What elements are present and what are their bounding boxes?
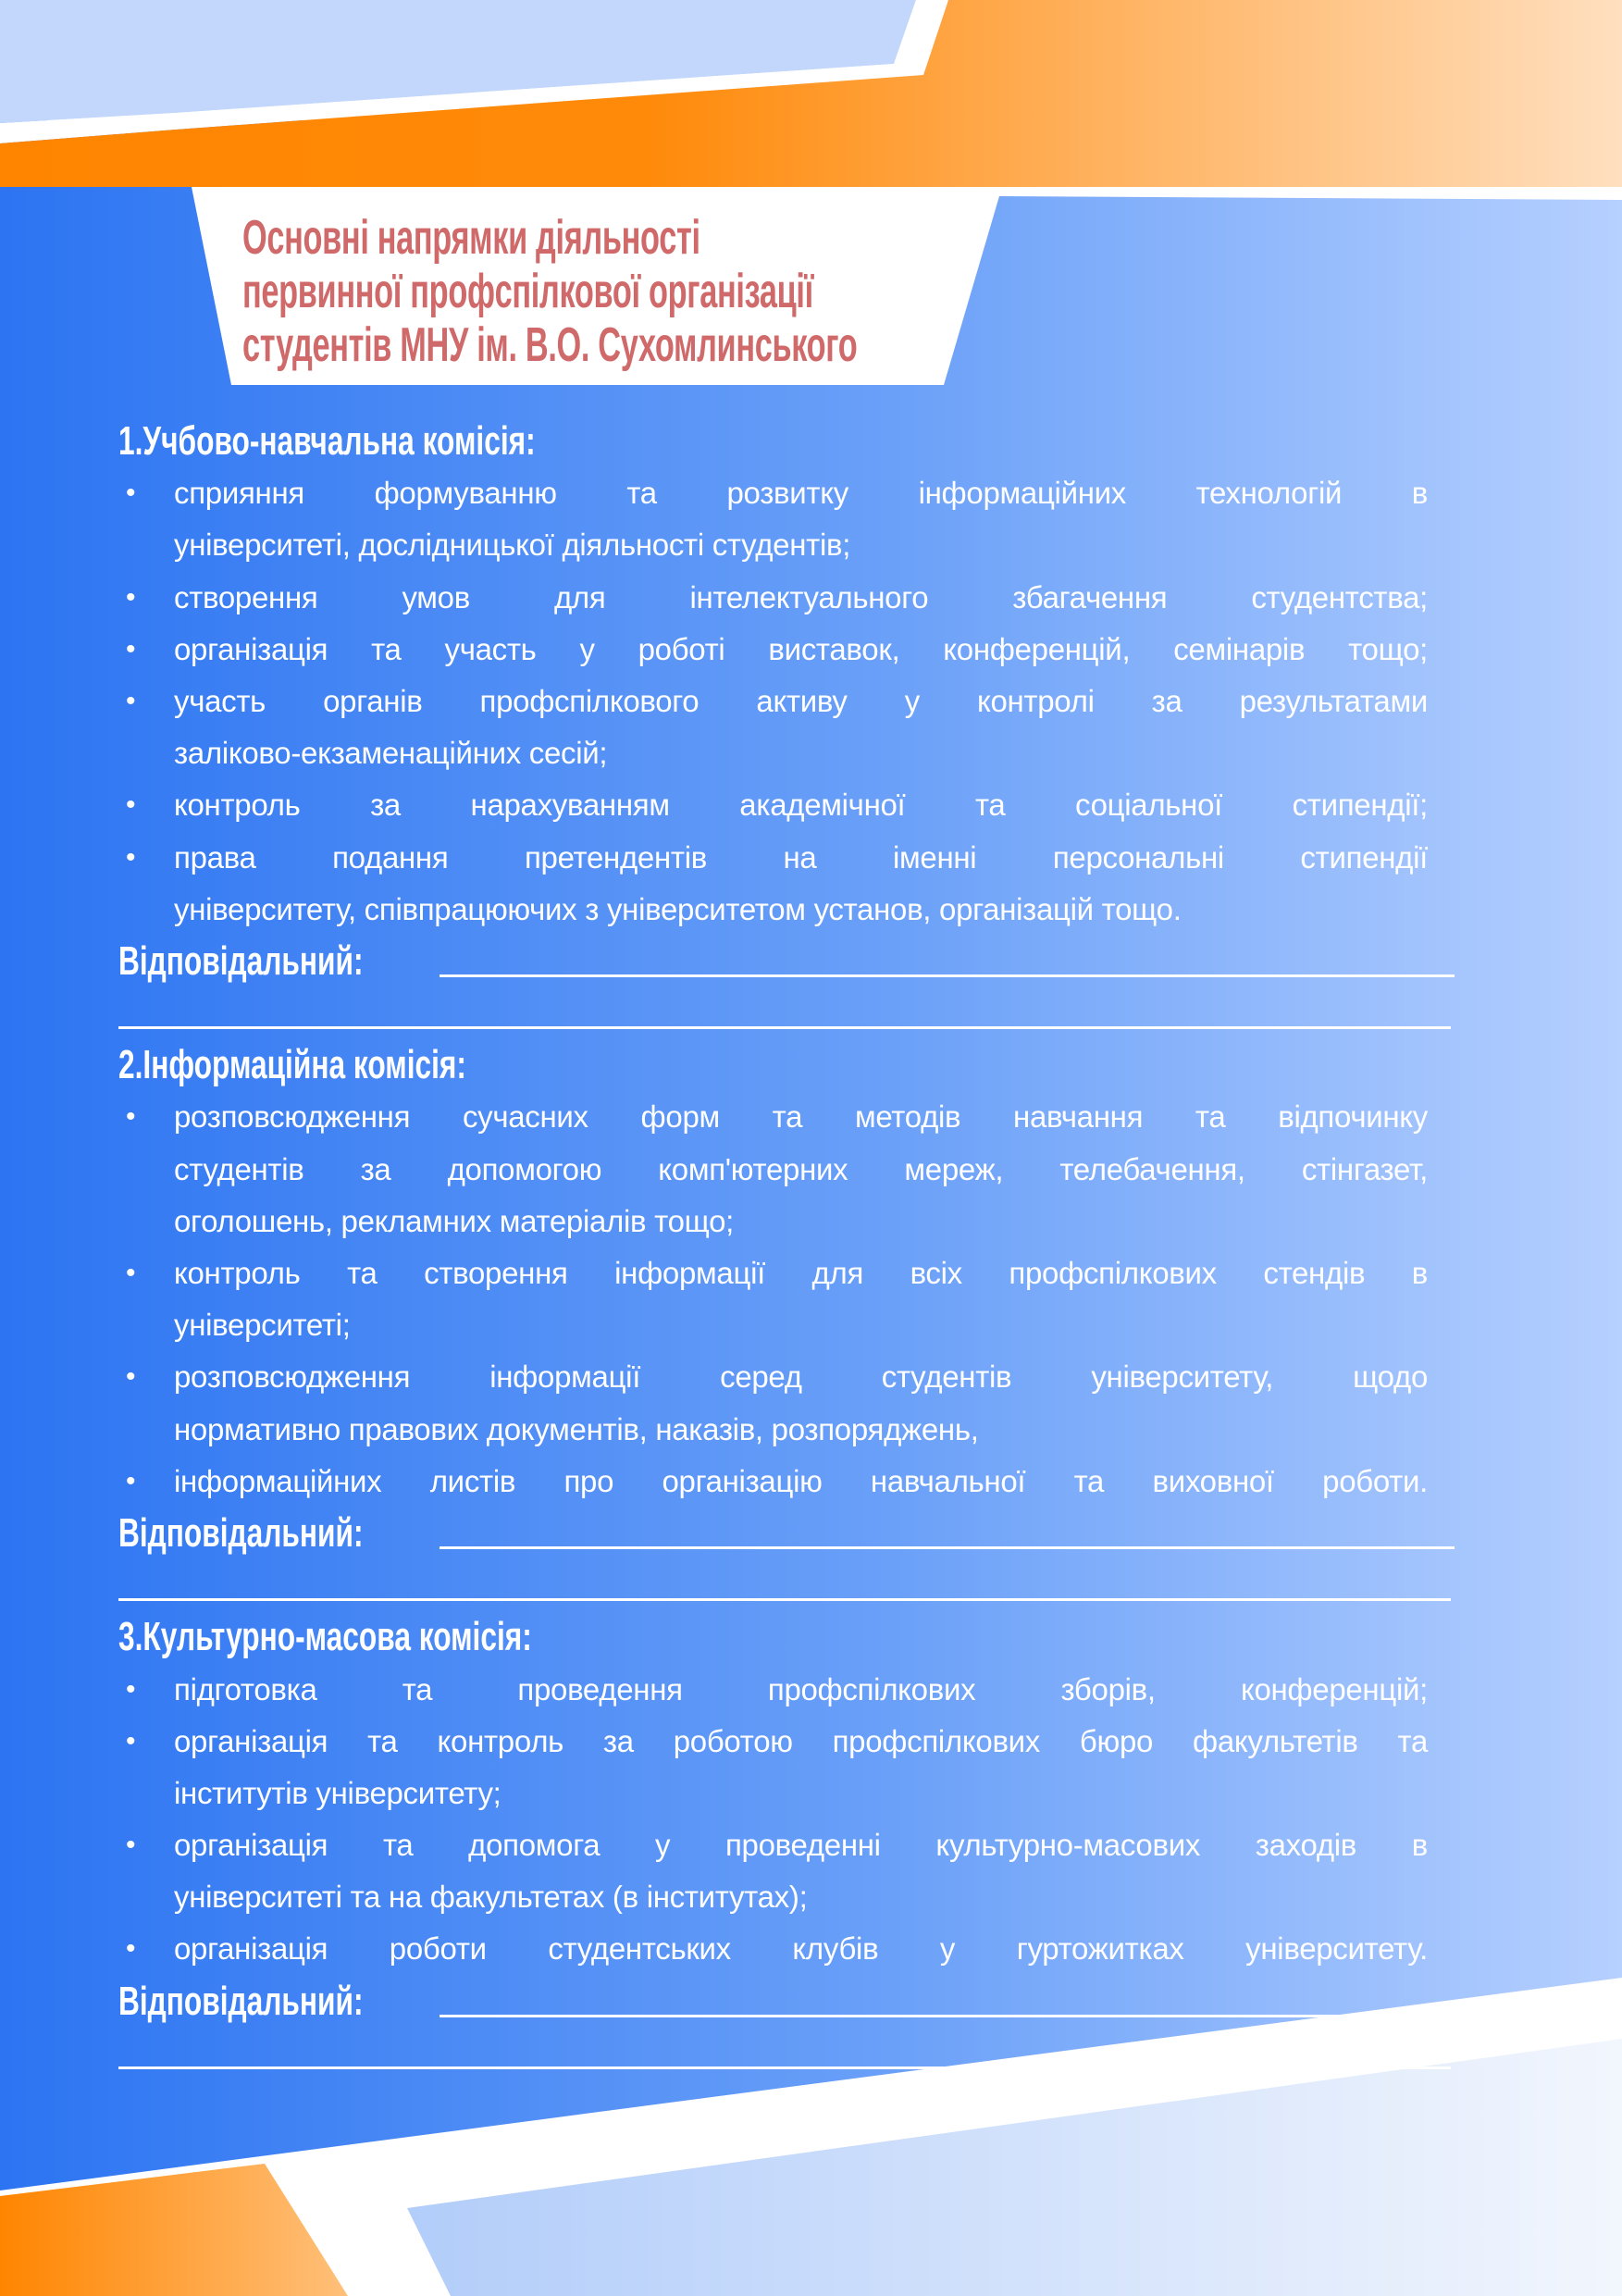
list-item-line	[118, 1716, 1451, 1768]
item-text: організація роботи студентських клубів у гуртожитках університету.	[174, 1931, 1428, 1967]
item-text: розповсюдження інформації серед студентів університету, щодо	[174, 1359, 1428, 1395]
item-text: участь органів профспілкового активу у контролі за результатами	[174, 683, 1428, 718]
responsible-input-line[interactable]	[440, 974, 1455, 977]
page-title	[242, 211, 983, 372]
responsible-row	[118, 936, 1451, 987]
list-item-line	[118, 467, 1451, 519]
list-item-line	[118, 1351, 1451, 1403]
bullet-icon: •	[126, 841, 136, 873]
list-item	[118, 1819, 1451, 1923]
item-text: університеті;	[174, 1308, 351, 1343]
section-heading-row	[118, 416, 1451, 467]
item-text: контроль та створення інформації для всіх профспілкових стендів в	[174, 1256, 1428, 1290]
bullet-icon: •	[126, 633, 136, 664]
list-item-line	[118, 1144, 1451, 1196]
list-item	[118, 1664, 1451, 1716]
list-item-line	[118, 519, 1451, 571]
item-text: інститутів університету;	[174, 1775, 501, 1810]
list-item-line	[118, 1247, 1451, 1299]
item-text: нормативно правових документів, наказів, розпоряджень,	[174, 1411, 979, 1446]
item-text: створення умов для інтелектуального збагачення студентства;	[174, 579, 1428, 614]
responsible-second-row	[118, 2028, 1451, 2079]
item-text: підготовка та проведення профспілкових зборів, конференцій;	[174, 1671, 1428, 1706]
list-item	[118, 1091, 1451, 1247]
list-item-line	[118, 832, 1451, 884]
list-item-line	[118, 624, 1451, 676]
bullet-icon: •	[126, 1101, 136, 1133]
list-item	[118, 467, 1451, 571]
responsible-input-line[interactable]	[440, 2015, 1455, 2017]
item-text: сприяння формуванню та розвитку інформаційних технологій в	[174, 476, 1428, 511]
list-item-line	[118, 1404, 1451, 1456]
item-text: університеті та на факультетах (в інститутах);	[174, 1880, 808, 1915]
title-line: первинної профспілкової організації	[242, 265, 813, 318]
section-heading-row	[118, 1039, 1451, 1091]
list-item-line	[118, 1299, 1451, 1351]
list-item-line	[118, 1664, 1451, 1716]
list-item	[118, 779, 1451, 831]
list-item	[118, 676, 1451, 779]
responsible-label: Відповідальний:	[118, 1509, 364, 1556]
list-item-line	[118, 1819, 1451, 1871]
list-item-line	[118, 1768, 1451, 1819]
item-text: організація та допомога у проведенні культурно-масових заходів в	[174, 1828, 1428, 1863]
bullet-icon: •	[126, 1258, 136, 1288]
item-text: інформаційних листів про організацію навчальної та виховної роботи.	[174, 1463, 1428, 1498]
list-item-line	[118, 1456, 1451, 1508]
item-text: студентів за допомогою комп'ютерних мереж, телебачення, стінгазет,	[174, 1151, 1428, 1186]
list-item	[118, 1456, 1451, 1508]
bullet-icon: •	[126, 1673, 136, 1705]
responsible-label: Відповідальний:	[118, 937, 364, 984]
responsible-input-line[interactable]	[118, 1026, 1451, 1029]
list-item-line	[118, 1196, 1451, 1247]
list-item-line	[118, 1923, 1451, 1975]
bullet-icon: •	[126, 685, 136, 716]
list-item	[118, 572, 1451, 624]
list-item-line	[118, 1091, 1451, 1143]
item-text: організація та контроль за роботою профспілкових бюро факультетів та	[174, 1723, 1428, 1758]
list-item	[118, 624, 1451, 676]
list-item-line	[118, 727, 1451, 779]
list-item	[118, 832, 1451, 936]
bullet-icon: •	[126, 1725, 136, 1756]
commission-section	[118, 416, 1451, 1039]
list-item	[118, 1716, 1451, 1819]
list-item	[118, 1351, 1451, 1455]
list-item	[118, 1923, 1451, 1975]
item-text: організація та участь у роботі виставок, конференцій, семінарів тощо;	[174, 631, 1428, 666]
commission-section	[118, 1039, 1451, 1611]
section-heading-row	[118, 1611, 1451, 1663]
item-text: університеті, дослідницької діяльності студентів;	[174, 527, 851, 563]
item-text: оголошень, рекламних матеріалів тощо;	[174, 1203, 735, 1238]
commissions-content	[118, 416, 1451, 2079]
title-line: студентів МНУ ім. В.О. Сухомлинського	[242, 318, 858, 372]
responsible-second-row	[118, 1559, 1451, 1611]
title-line: Основні напрямки діяльності	[242, 211, 700, 265]
list-item-line	[118, 884, 1451, 936]
list-item	[118, 1247, 1451, 1351]
responsible-second-row	[118, 987, 1451, 1039]
responsible-row	[118, 1976, 1451, 2028]
item-text: розповсюдження сучасних форм та методів навчання та відпочинку	[174, 1099, 1428, 1135]
bullet-icon: •	[126, 789, 136, 821]
responsible-row	[118, 1508, 1451, 1559]
bullet-icon: •	[126, 581, 136, 613]
item-text: заліково-екзаменаційних сесій;	[174, 736, 608, 771]
responsible-input-line[interactable]	[118, 1598, 1451, 1601]
list-item-line	[118, 572, 1451, 624]
bullet-icon: •	[126, 1830, 136, 1861]
bullet-icon: •	[126, 1933, 136, 1965]
section-heading: 2.Інформаційна комісія:	[118, 1042, 466, 1088]
bullet-icon: •	[126, 478, 136, 509]
commission-section	[118, 1611, 1451, 2079]
bullet-icon: •	[126, 1465, 136, 1496]
responsible-input-line[interactable]	[440, 1546, 1455, 1549]
list-item-line	[118, 779, 1451, 831]
bullet-icon: •	[126, 1361, 136, 1393]
list-item-line	[118, 1871, 1451, 1923]
item-text: контроль за нарахуванням академічної та соціальної стипендії;	[174, 788, 1428, 823]
item-text: університету, співпрацюючих з університетом установ, організацій тощо.	[174, 891, 1182, 926]
section-heading: 3.Культурно-масова комісія:	[118, 1614, 532, 1660]
list-item-line	[118, 676, 1451, 727]
responsible-input-line[interactable]	[118, 2066, 1451, 2069]
item-text: права подання претендентів на іменні персональні стипендії	[174, 839, 1428, 875]
responsible-label: Відповідальний:	[118, 1978, 364, 2024]
section-heading: 1.Учбово-навчальна комісія:	[118, 418, 536, 464]
